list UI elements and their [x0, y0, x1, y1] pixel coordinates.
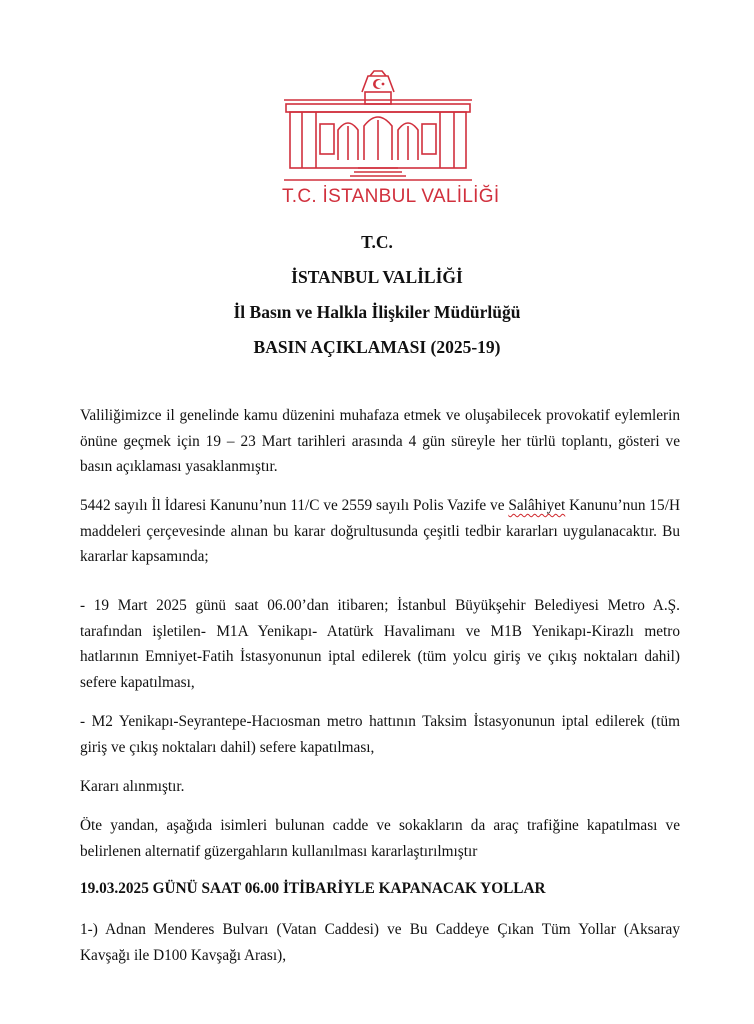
legal-basis-text-1: 5442 sayılı İl İdaresi Kanunu’nun 11/C ve 2559 sayılı Polis Vazife ve [80, 497, 509, 514]
logo-label: T.C. İSTANBUL VALİLİĞİ [282, 186, 500, 207]
paragraph-ban: Valiliğimizce il genelinde kamu düzenini muhafaza etmek ve oluşabilecek provokatif eylemlerin önüne geçmek için 19 – 23 Mart tarihleri arasında 4 gün süreyle her türlü toplantı, gösteri ve basın açıklaması yasaklanmıştır. [80, 407, 680, 475]
page-title: BASIN AÇIKLAMASI (2025-19) [253, 337, 501, 357]
heading-department: İl Basın ve Halkla İlişkiler Müdürlüğü [233, 302, 521, 322]
paragraph-legal-basis [80, 493, 680, 570]
heading-governorship: İSTANBUL VALİLİĞİ [291, 267, 463, 287]
governorship-logo [282, 70, 500, 212]
section-title-closed-roads: 19.03.2025 GÜNÜ SAAT 06.00 İTİBARİYLE KAPANACAK YOLLAR [80, 880, 546, 897]
heading-tc: T.C. [361, 232, 393, 252]
legal-basis-text-2: Kanunu’nun 15/H maddeleri çerçevesinde alınan bu karar doğrultusunda çeşitli tedbir kararları uygulanacaktır. Bu kararlar kapsamında; [80, 497, 680, 565]
paragraph-road-closures: Öte yandan, aşağıda isimleri bulunan cadde ve sokakların da araç trafiğine kapatılması ve belirlenen alternatif güzergahların kullanılması kararlaştırılmıştır [80, 817, 680, 860]
paragraph-metro-m2: - M2 Yenikapı-Seyrantepe-Hacıosman metro hattının Taksim İstasyonunun iptal edilerek (tüm giriş ve çıkış noktaları dahil) sefere kapatılması, [80, 713, 680, 756]
crescent-star-building-icon [282, 70, 474, 188]
paragraph-metro-m1: - 19 Mart 2025 günü saat 06.00’dan itibaren; İstanbul Büyükşehir Belediyesi Metro A.Ş. tarafından işletilen- M1A Yenikapı- Atatürk Havalimanı ve M1B Yenikapı-Kirazlı metro hatlarının Emniyet-Fatih İstasyonunun iptal edilerek (tüm yolcu giriş ve çıkış noktaları dahil) sefere kapatılması, [80, 597, 680, 691]
list-item-road-1: 1-) Adnan Menderes Bulvarı (Vatan Caddesi) ve Bu Caddeye Çıkan Tüm Yollar (Aksaray Kavşağı ile D100 Kavşağı Arası), [80, 921, 680, 964]
spellcheck-word: Salâhiyet [508, 497, 566, 514]
paragraph-decision: Kararı alınmıştır. [80, 778, 185, 795]
